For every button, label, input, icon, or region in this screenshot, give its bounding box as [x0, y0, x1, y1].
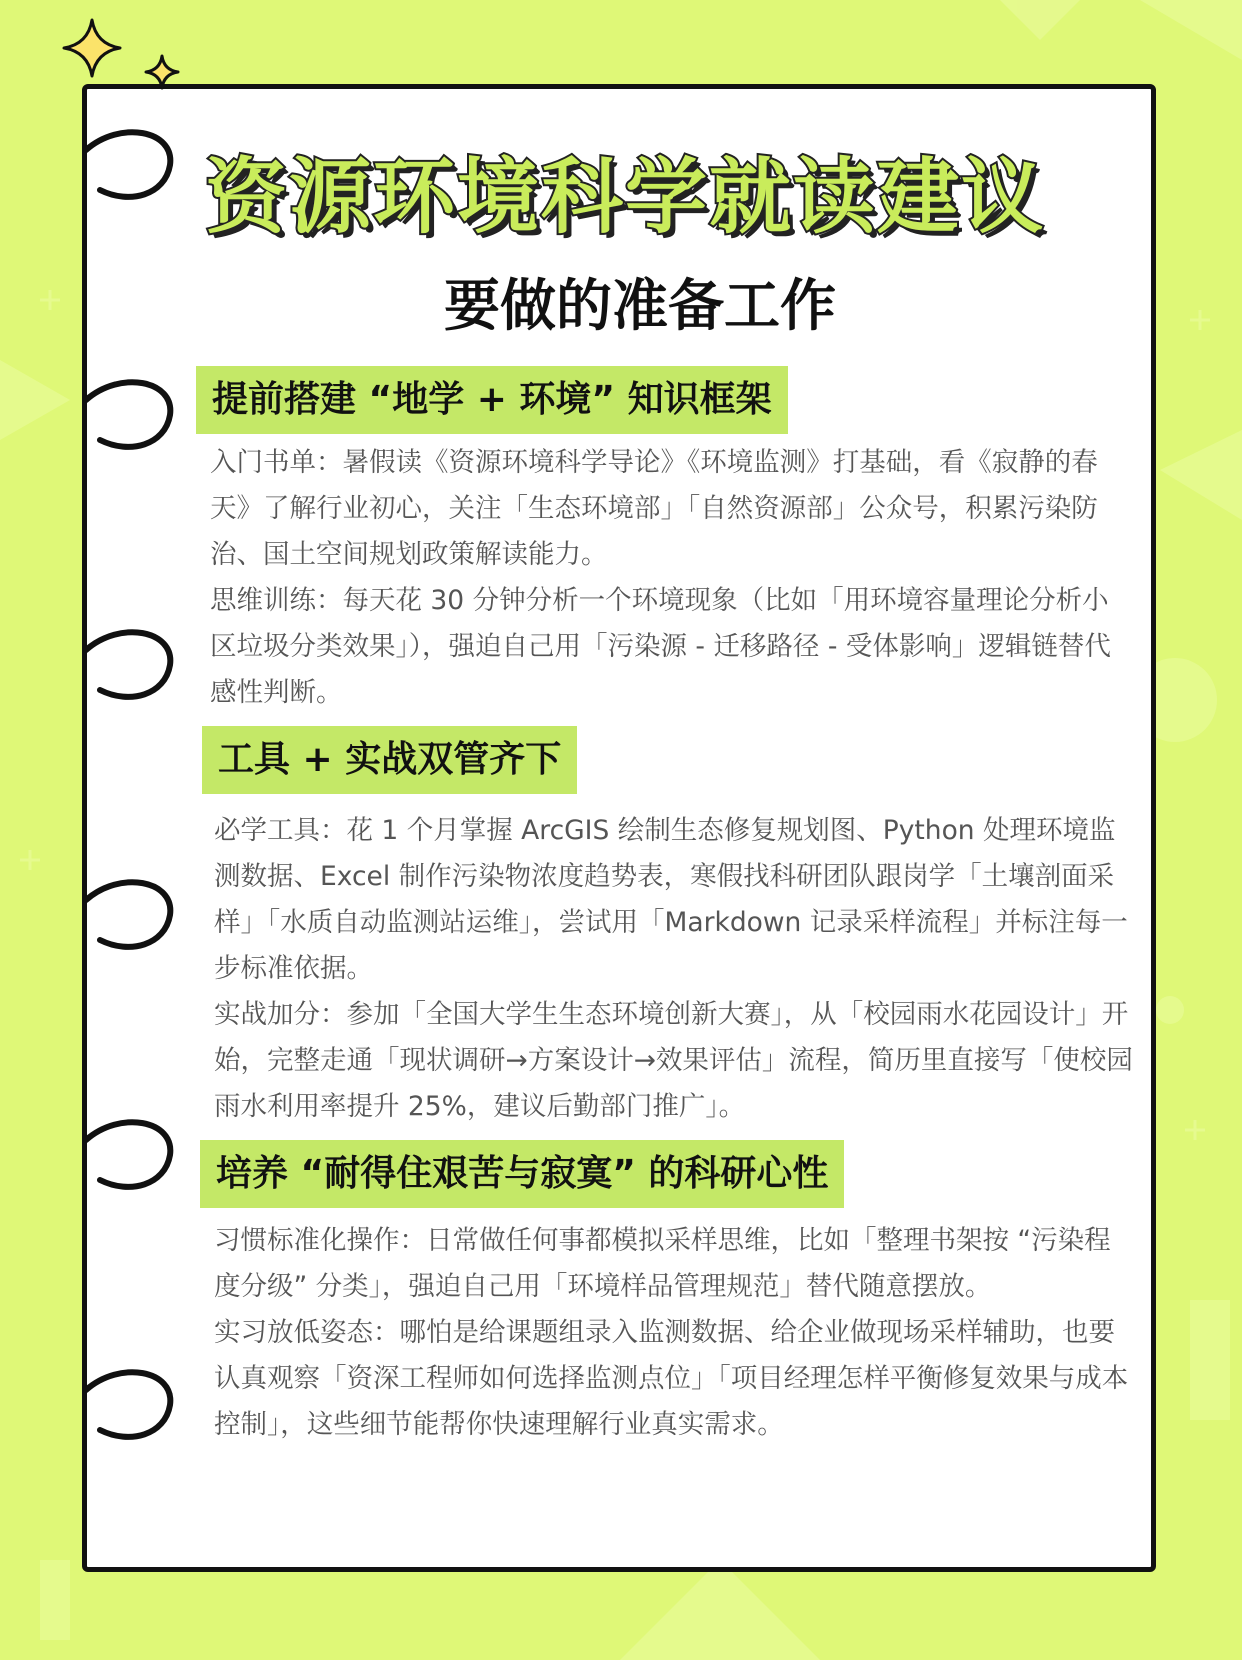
section-3-paragraph-2: 实习放低姿态：哪怕是给课题组录入监测数据、给企业做现场采样辅助，也要认真观察「资深工程师如何选择监测点位」「项目经理怎样平衡修复效果与成本控制」，这些细节能帮你快速理解行业真实需求。 [214, 1317, 1129, 1440]
section-heading-3: 培养 “耐得住艰苦与寂寞” 的科研心性 [200, 1140, 844, 1208]
section-2-paragraph-1: 必学工具：花 1 个月掌握 ArcGIS 绘制生态修复规划图、Python 处理环境监测数据、Excel 制作污染物浓度趋势表，寒假找科研团队跟岗学「土壤剖面采样」「水质自动监测站运维」，尝试用「Markdown 记录采样流程」并标注每一步标准依据。 [214, 815, 1128, 984]
section-body-2 [214, 808, 1134, 1130]
section-body-3 [214, 1218, 1134, 1448]
section-body-1 [210, 440, 1130, 716]
section-1-paragraph-2: 思维训练：每天花 30 分钟分析一个环境现象（比如「用环境容量理论分析小区垃圾分类效果」），强迫自己用「污染源 - 迁移路径 - 受体影响」逻辑链替代感性判断。 [210, 585, 1111, 708]
section-1-paragraph-1: 入门书单：暑假读《资源环境科学导论》《环境监测》打基础，看《寂静的春天》了解行业初心，关注「生态环境部」「自然资源部」公众号，积累污染防治、国土空间规划政策解读能力。 [210, 447, 1098, 570]
section-heading-2: 工具 + 实战双管齐下 [202, 726, 577, 794]
page-title: 资源环境科学就读建议 [204, 150, 1045, 245]
section-2-paragraph-2: 实战加分：参加「全国大学生生态环境创新大赛」，从「校园雨水花园设计」开始，完整走通「现状调研→方案设计→效果评估」流程，简历里直接写「使校园雨水利用率提升 25%，建议后勤部门推广」。 [214, 999, 1133, 1122]
section-3-paragraph-1: 习惯标准化操作：日常做任何事都模拟采样思维，比如「整理书架按 “污染程度分级” 分类」，强迫自己用「环境样品管理规范」替代随意摆放。 [214, 1225, 1111, 1302]
page-subtitle: 要做的准备工作 [444, 274, 836, 339]
section-heading-1: 提前搭建 “地学 + 环境” 知识框架 [196, 366, 788, 434]
